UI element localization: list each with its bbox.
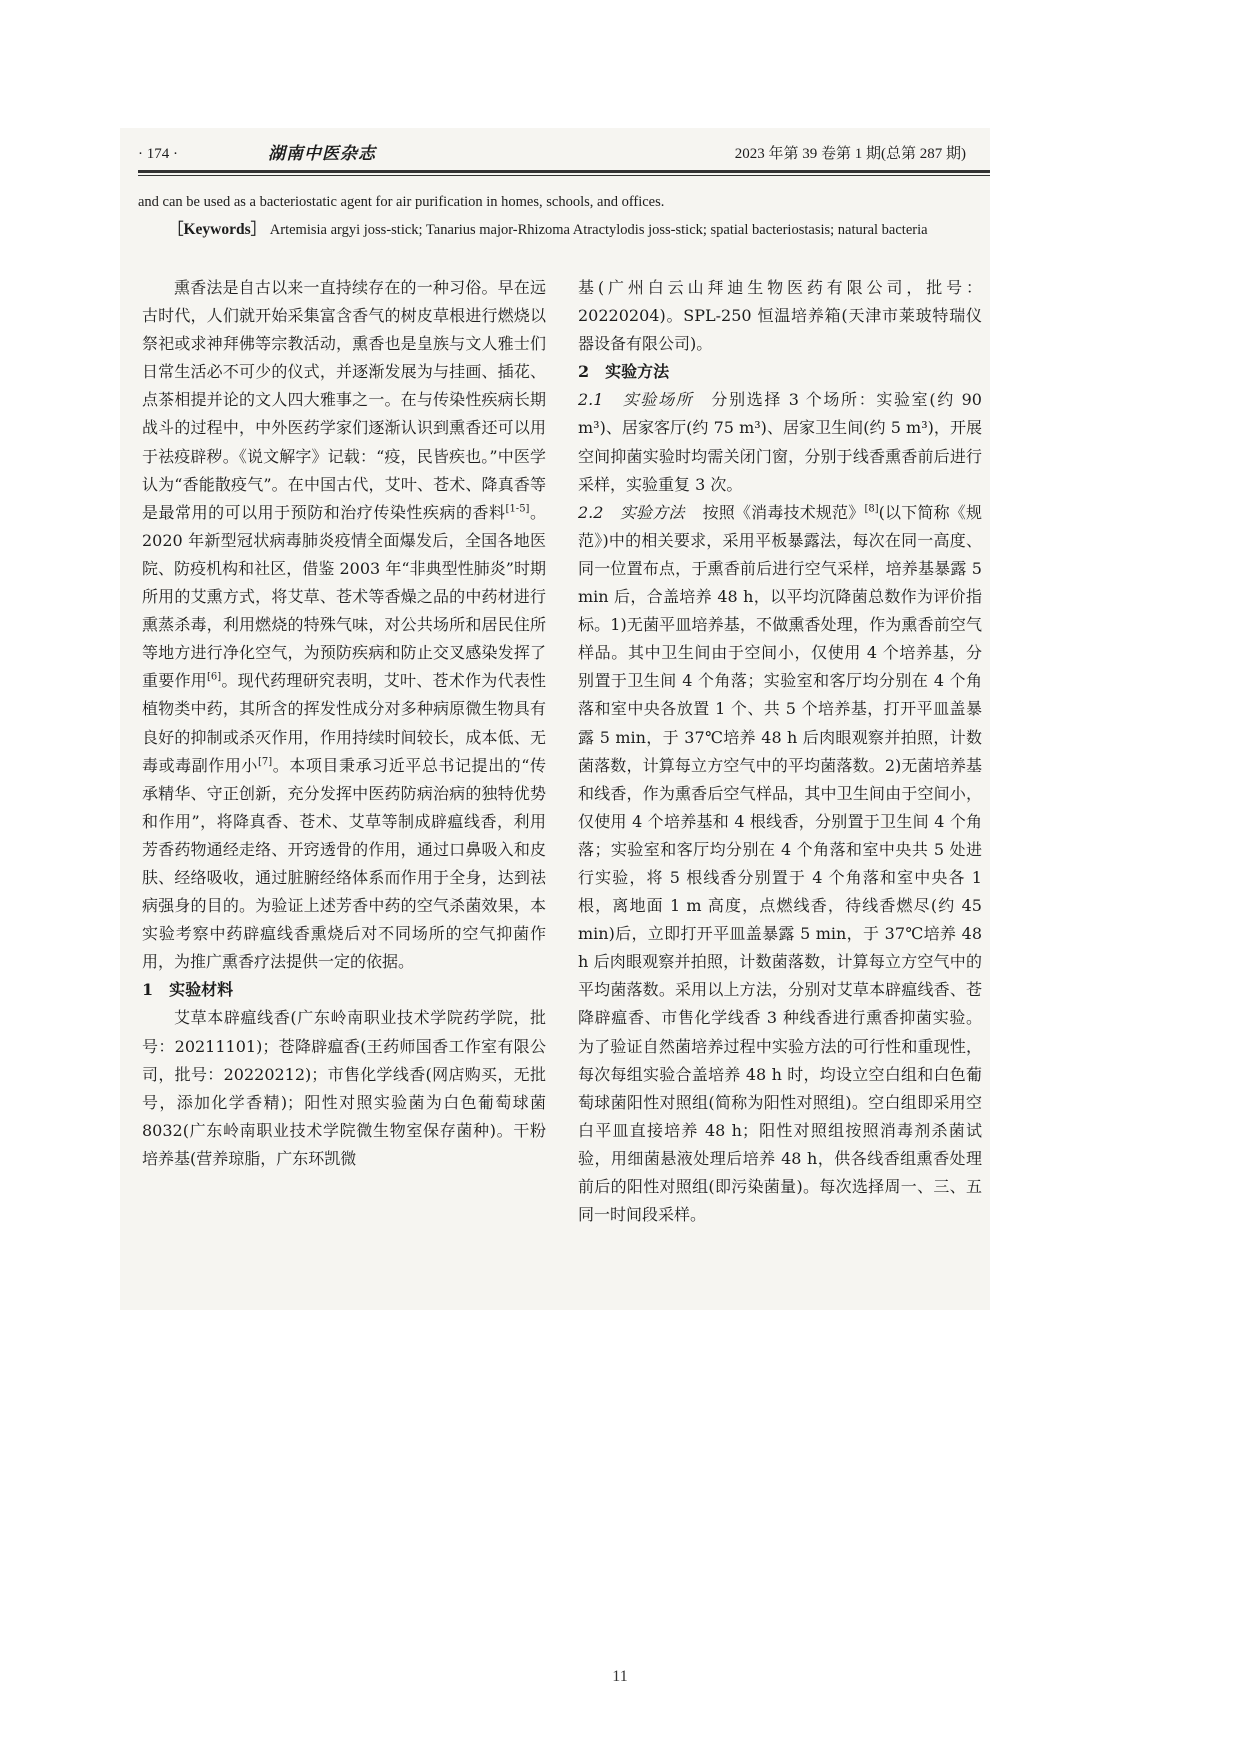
header-rule-thin	[138, 175, 990, 176]
citation-6: [6]	[206, 671, 222, 683]
citation-8: [8]	[864, 503, 879, 515]
intro-text-a: 熏香法是自古以来一直持续存在的一种习俗。早在远古时代，人们就开始采集富含香气的树皮草根进行燃烧以祭祀或求神拜佛等宗教活动，熏香也是皇族与文人雅士们日常生活必不可少的仪式，并逐渐发展为与挂画、插花、点茶相提并论的文人四大雅事之一。在与传染性疾病长期战斗的过程中，中外医药学家们逐渐认识到熏香还可以用于祛疫辟秽。《说文解字》记载：“疫，民皆疾也。”中医学认为“香能散疫气”。在中国古代，艾叶、苍术、降真香等是最常用的可以用于预防和治疗传染性疾病的香料	[142, 278, 546, 522]
keywords	[138, 216, 976, 244]
section-2-1-text: 分别选择 3 个场所：实验室(约 90 m³)、居家客厅(约 75 m³)、居家卫生间(约 5 m³)，开展空间抑菌实验时均需关闭门窗，分别于线香熏香前后进行采样，实验重复 3 次。	[578, 390, 982, 494]
section-2-2-title: 2.2 实验方法	[578, 502, 685, 522]
footer-page-number: 11	[612, 1668, 628, 1685]
intro-text-d: 。本项目秉承习近平总书记提出的“传承精华、守正创新，充分发挥中医药防病治病的独特优势和作用”，将降真香、苍术、艾草等制成辟瘟线香，利用芳香药物通经走络、开窍透骨的作用，通过口鼻吸入和皮肤、经络吸收，通过脏腑经络体系而作用于全身，达到祛病强身的目的。为验证上述芳香中药的空气杀菌效果，本实验考察中药辟瘟线香熏烧后对不同场所的空气抑菌作用，为推广熏香疗法提供一定的依据。	[142, 755, 546, 972]
left-column	[142, 274, 546, 1173]
section-2-1-title: 2.1 实验场所	[578, 390, 694, 410]
running-header	[138, 142, 990, 166]
right-column	[578, 274, 982, 1229]
intro-paragraph	[142, 274, 546, 976]
section-2-heading: 2 实验方法	[578, 362, 670, 382]
section-2-2-text-b: (以下简称《规范》)中的相关要求，采用平板暴露法，每次在同一高度、同一位置布点，于熏香前后进行空气采样，培养基暴露 5 min 后，合盖培养 48 h，以平均沉降菌总数作为评价指标。1)无菌平皿培养基，不做熏香处理，作为熏香前空气样品。其中卫生间由于空间小，仅使用 4 个培养基，分别置于卫生间 4 个角落；实验室和客厅均分别在 4 个角落和室中央各放置 1 个、共 5 个培养基，打开平皿盖暴露 5 min，于 37℃培养 48 h 后肉眼观察并拍照，计数菌落数，计算每立方空气中的平均菌落数。2)无菌培养基和线香，作为熏香后空气样品，其中卫生间由于空间小，仅使用 4 个培养基和 4 根线香，分别置于卫生间 4 个角落；实验室和客厅均分别在 4 个角落和室中央共 5 处进行实验，将 5 根线香分别置于 4 个角落和室中央各 1 根，离地面 1 m 高度，点燃线香，待线香燃尽(约 45 min)后，立即打开平皿盖暴露 5 min，于 37℃培养 48 h 后肉眼观察并拍照，计数菌落数，计算每立方空气中的平均菌落数。采用以上方法，分别对艾草本辟瘟线香、苍降辟瘟香、市售化学线香 3 种线香进行熏香抑菌实验。为了验证自然菌培养过程中实验方法的可行性和重现性，每次每组实验合盖培养 48 h 时，均设立空白组和白色葡萄球菌阳性对照组(简称为阳性对照组)。空白组即采用空白平皿直接培养 48 h；阳性对照组按照消毒剂杀菌试验，用细菌悬液处理后培养 48 h，供各线香组熏香处理前后的阳性对照组(即污染菌量)。每次选择周一、三、五同一时间段采样。	[578, 502, 982, 1225]
materials-paragraph: 艾草本辟瘟线香(广东岭南职业技术学院药学院，批号：20211101)；苍降辟瘟香(王药师国香工作室有限公司，批号：20220212)；市售化学线香(网店购买，无批号，添加化学香精)；阳性对照实验菌为白色葡萄球菌 8032(广东岭南职业技术学院微生物室保存菌种)。干粉培养基(营养琼脂，广东环凯微	[142, 1008, 546, 1168]
issue-info: 2023 年第 39 卷第 1 期(总第 287 期)	[734, 146, 966, 162]
section-1-heading: 1 实验材料	[142, 980, 234, 1000]
intro-text-b: 。2020 年新型冠状病毒肺炎疫情全面爆发后，全国各地医院、防疫机构和社区，借鉴 2003 年“非典型性肺炎”时期所用的艾熏方式，将艾草、苍术等香燥之品的中药材进行熏蒸杀毒，利用燃烧的特殊气味，对公共场所和居民住所等地方进行净化空气，为预防疾病和防止交叉感染发挥了重要作用	[142, 502, 546, 691]
keywords-label: ［Keywords］	[168, 221, 267, 238]
keywords-text: Artemisia argyi joss-stick; Tanarius major-Rhizoma Atractylodis joss-stick; spatial bacteriostasis; natural bacteria	[269, 222, 928, 238]
section-2-2	[578, 499, 982, 1229]
citation-1-5: [1-5]	[505, 503, 530, 515]
materials-continued: 基(广州白云山拜迪生物医药有限公司，批号：20220204)。SPL-250 恒温培养箱(天津市莱玻特瑞仪器设备有限公司)。	[578, 278, 982, 354]
section-2-1	[578, 386, 982, 498]
section-2-2-text-a: 按照《消毒技术规范》	[702, 502, 865, 522]
abstract-end: and can be used as a bacteriostatic agent for air purification in homes, schools, and offices.	[138, 194, 665, 210]
journal-name: 湖南中医杂志	[268, 144, 376, 164]
header-page-number: · 174 ·	[138, 146, 178, 162]
header-rule-thick	[138, 170, 990, 173]
citation-7: [7]	[257, 756, 273, 768]
intro-text-c: 。现代药理研究表明，艾叶、苍术作为代表性植物类中药，其所含的挥发性成分对多种病原微生物具有良好的抑制或杀灭作用，作用持续时间较长，成本低、无毒或毒副作用小	[142, 671, 546, 775]
scanned-page	[120, 128, 990, 1310]
